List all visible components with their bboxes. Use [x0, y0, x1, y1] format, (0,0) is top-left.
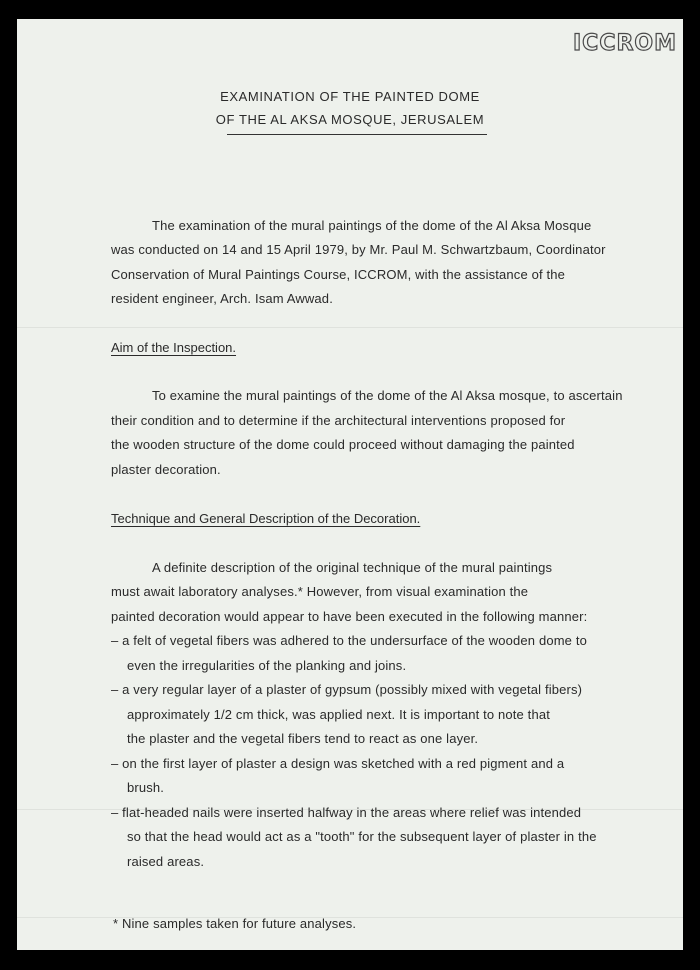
intro-line: Conservation of Mural Paintings Course, ICCROM, with the assistance of the: [111, 267, 566, 282]
bullet-line: so that the head would act as a "tooth" for the subsequent layer of plaster in the: [127, 829, 597, 844]
technique-line: must await laboratory analyses.* However, from visual examination the: [111, 584, 529, 599]
bullet-line: even the irregularities of the planking and joins.: [127, 658, 407, 673]
intro-line: The examination of the mural paintings of the dome of the Al Aksa Mosque: [152, 218, 592, 233]
aim-line: the wooden structure of the dome could proceed without damaging the painted: [111, 437, 575, 452]
paper-crease: [17, 327, 683, 328]
bullet-line: raised areas.: [127, 854, 205, 869]
aim-line: plaster decoration.: [111, 462, 221, 477]
footnote: * Nine samples taken for future analyses.: [113, 916, 357, 931]
aim-line: their condition and to determine if the architectural interventions proposed for: [111, 413, 566, 428]
iccrom-logo: ICCROM: [572, 31, 677, 56]
bullet-line: – flat-headed nails were inserted halfway in the areas where relief was intended: [111, 805, 582, 820]
intro-line: resident engineer, Arch. Isam Awwad.: [111, 291, 333, 306]
bullet-line: – a felt of vegetal fibers was adhered to the undersurface of the wooden dome to: [111, 633, 587, 648]
bullet-line: approximately 1/2 cm thick, was applied next. It is important to note that: [127, 707, 550, 722]
bullet-line: the plaster and the vegetal fibers tend to react as one layer.: [127, 731, 479, 746]
bullet-line: – a very regular layer of a plaster of gypsum (possibly mixed with vegetal fibers): [111, 682, 583, 697]
bullet-line: – on the first layer of plaster a design was sketched with a red pigment and a: [111, 756, 565, 771]
bullet-line: brush.: [127, 780, 165, 795]
technique-line: A definite description of the original technique of the mural paintings: [152, 560, 553, 575]
title-underline: [227, 134, 487, 135]
intro-line: was conducted on 14 and 15 April 1979, by Mr. Paul M. Schwartzbaum, Coordinator: [111, 242, 606, 257]
technique-line: painted decoration would appear to have been executed in the following manner:: [111, 609, 588, 624]
technique-heading: Technique and General Description of the Decoration.: [111, 511, 421, 526]
document-title-line-1: EXAMINATION OF THE PAINTED DOME: [220, 89, 480, 104]
document-page: [17, 19, 683, 950]
aim-heading: Aim of the Inspection.: [111, 340, 237, 355]
aim-line: To examine the mural paintings of the dome of the Al Aksa mosque, to ascertain: [152, 388, 623, 403]
document-title-line-2: OF THE AL AKSA MOSQUE, JERUSALEM: [215, 112, 485, 127]
